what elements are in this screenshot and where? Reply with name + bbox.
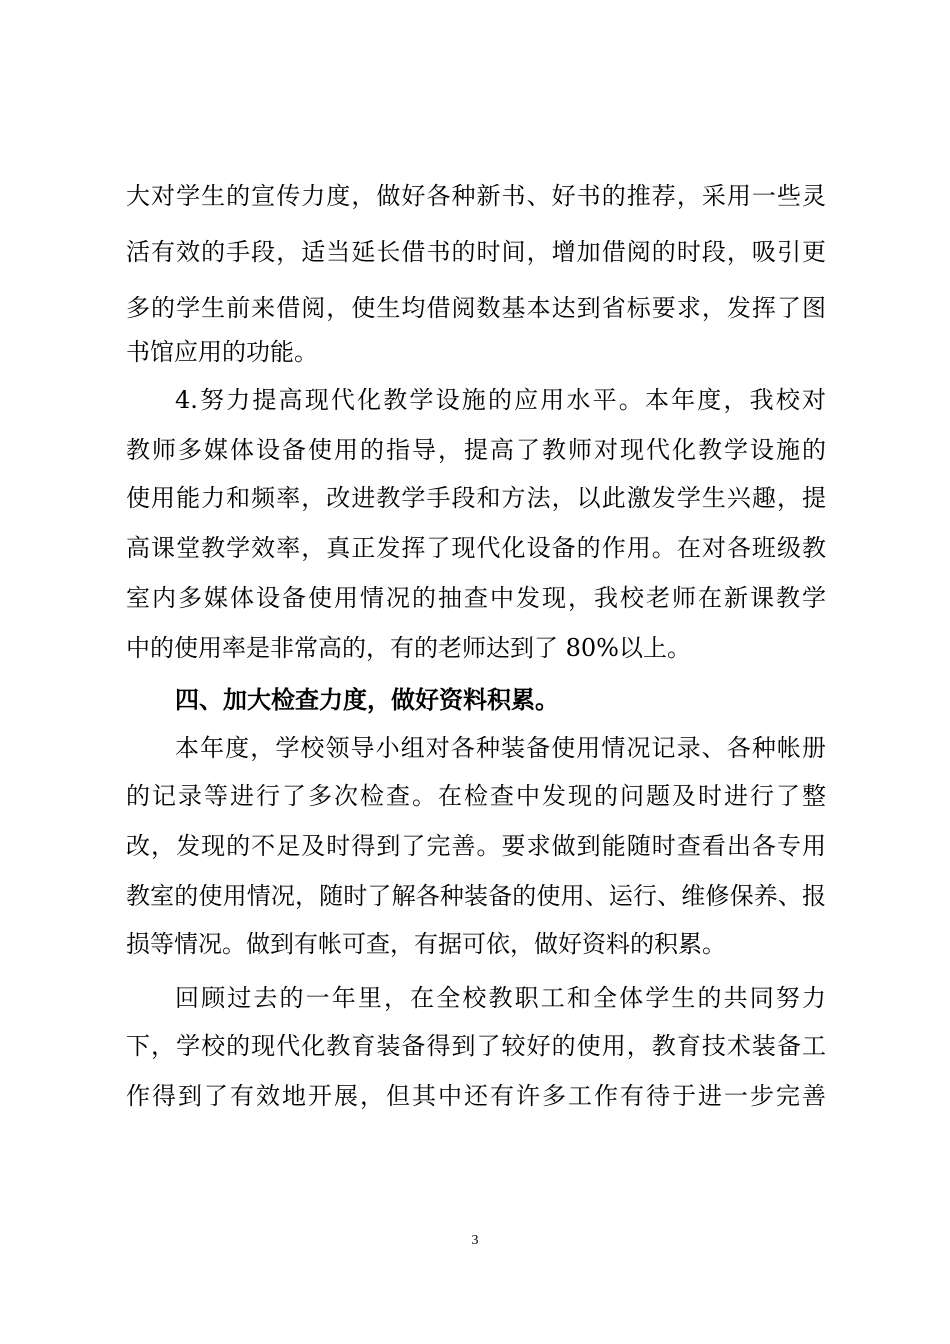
text-line: 4.努力提高现代化教学设施的应用水平。本年度，我校对	[175, 386, 826, 414]
text-line: 下，学校的现代化教育装备得到了较好的使用，教育技术装备工	[126, 1032, 826, 1060]
text-line: 教室的使用情况，随时了解各种装备的使用、运行、维修保养、报	[126, 882, 826, 910]
text-line: 回顾过去的一年里，在全校教职工和全体学生的共同努力	[175, 984, 826, 1012]
text-line: 的记录等进行了多次检查。在检查中发现的问题及时进行了整	[126, 782, 826, 810]
text-line: 室内多媒体设备使用情况的抽查中发现，我校老师在新课教学	[126, 584, 826, 612]
text-line: 本年度，学校领导小组对各种装备使用情况记录、各种帐册	[175, 734, 826, 762]
page-number: 3	[471, 1233, 479, 1248]
text-line: 大对学生的宣传力度，做好各种新书、好书的推荐，采用一些灵	[126, 182, 826, 210]
text-line: 损等情况。做到有帐可查，有据可依，做好资料的积累。	[126, 930, 726, 958]
text-line: 中的使用率是非常高的，有的老师达到了 80%以上。	[126, 634, 691, 662]
text-line: 使用能力和频率，改进教学手段和方法，以此激发学生兴趣，提	[126, 484, 826, 512]
text-line: 教师多媒体设备使用的指导，提高了教师对现代化教学设施的	[126, 436, 826, 464]
section-heading: 四、加大检查力度，做好资料积累。	[175, 686, 559, 714]
text-line: 活有效的手段，适当延长借书的时间，增加借阅的时段，吸引更	[126, 238, 826, 266]
text-line: 作得到了有效地开展，但其中还有许多工作有待于进一步完善	[126, 1082, 826, 1110]
text-line: 书馆应用的功能。	[126, 338, 318, 366]
text-line: 改，发现的不足及时得到了完善。要求做到能随时查看出各专用	[126, 832, 826, 860]
text-line: 高课堂教学效率，真正发挥了现代化设备的作用。在对各班级教	[126, 534, 826, 562]
text-line: 多的学生前来借阅，使生均借阅数基本达到省标要求，发挥了图	[126, 294, 826, 322]
